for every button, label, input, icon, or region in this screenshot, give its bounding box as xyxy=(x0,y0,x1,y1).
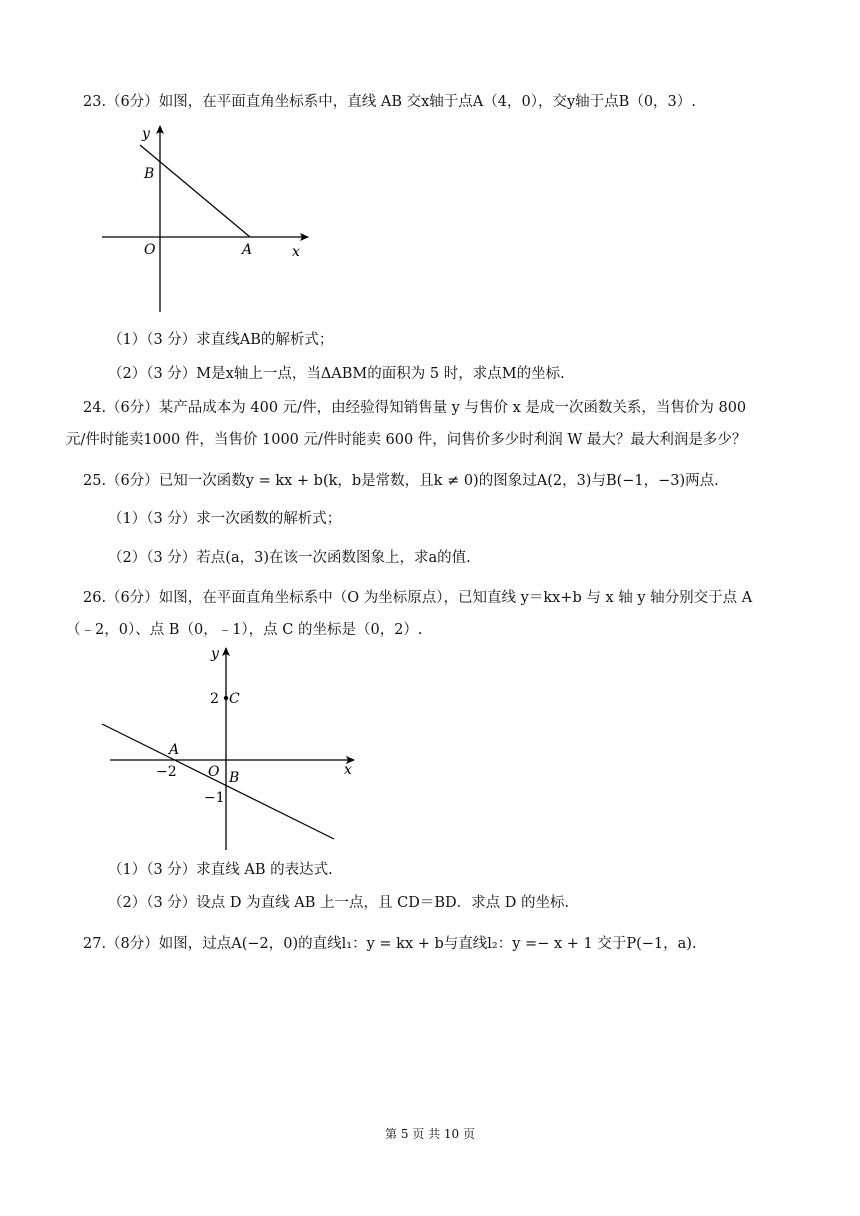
q26-label-x: x xyxy=(344,762,352,778)
q24-stem-line1: 24.（6分）某产品成本为 400 元/件，由经验得知销售量 y 与售价 x 是成一次函数关系，当售价为 800 xyxy=(83,400,747,416)
q26-label-c: C xyxy=(229,691,240,707)
q23-part2: （2）（3 分）M是x轴上一点，当ΔABM的面积为 5 时，求点M的坐标. xyxy=(108,366,565,382)
q25-stem: 25.（6分）已知一次函数y = kx + b(k，b是常数，且k ≠ 0)的图象过A(2，3)与B(−1，−3)两点. xyxy=(83,473,719,489)
q26-stem-line1: 26.（6分）如图，在平面直角坐标系中（O 为坐标原点），已知直线 y＝kx+b 与 x 轴 y 轴分别交于点 A xyxy=(83,590,753,606)
q25-part1: （1）（3 分）求一次函数的解析式； xyxy=(108,511,342,527)
q26-part1: （1）（3 分）求直线 AB 的表达式. xyxy=(108,862,333,878)
q27-stem: 27.（8分）如图，过点A(−2，0)的直线l₁：y = kx + b与直线l₂：y =− x + 1 交于P(−1，a). xyxy=(83,936,697,952)
q26-tick-2: 2 xyxy=(210,691,219,707)
q26-stem-line2: （﹣2，0）、点 B（0，﹣1），点 C 的坐标是（0，2）. xyxy=(66,622,423,638)
q26-point-c xyxy=(224,696,228,700)
q23-figure xyxy=(90,118,330,318)
q23-label-y: y xyxy=(142,126,150,142)
q26-label-b: B xyxy=(229,770,240,786)
q23-label-a: A xyxy=(242,242,253,258)
q26-label-o: O xyxy=(208,764,220,780)
q25-part2: （2）（3 分）若点(a，3)在该一次函数图象上，求a的值. xyxy=(108,550,471,566)
q26-tick-neg2: −2 xyxy=(156,764,177,780)
page-footer: 第 5 页 共 10 页 xyxy=(385,1127,475,1141)
q26-tick-neg1: −1 xyxy=(204,790,225,806)
q26-label-y: y xyxy=(211,646,219,662)
q23-part1: （1）（3 分）求直线AB的解析式； xyxy=(108,332,334,348)
q23-label-b: B xyxy=(144,166,155,182)
q26-line-ab xyxy=(102,724,334,839)
q26-figure xyxy=(98,642,368,852)
q26-part2: （2）（3 分）设点 D 为直线 AB 上一点，且 CD＝BD．求点 D 的坐标. xyxy=(108,895,570,911)
q23-label-x: x xyxy=(292,244,300,260)
q24-stem-line2: 元/件时能卖1000 件，当售价 1000 元/件时能卖 600 件，问售价多少时利润 W 最大？最大利润是多少？ xyxy=(66,432,747,448)
q26-label-a: A xyxy=(169,742,180,758)
q23-label-o: O xyxy=(144,242,156,258)
q23-line-ab xyxy=(140,145,250,237)
q23-stem: 23.（6分）如图，在平面直角坐标系中，直线 AB 交x轴于点A（4，0），交y轴于点B（0，3）. xyxy=(83,94,696,110)
